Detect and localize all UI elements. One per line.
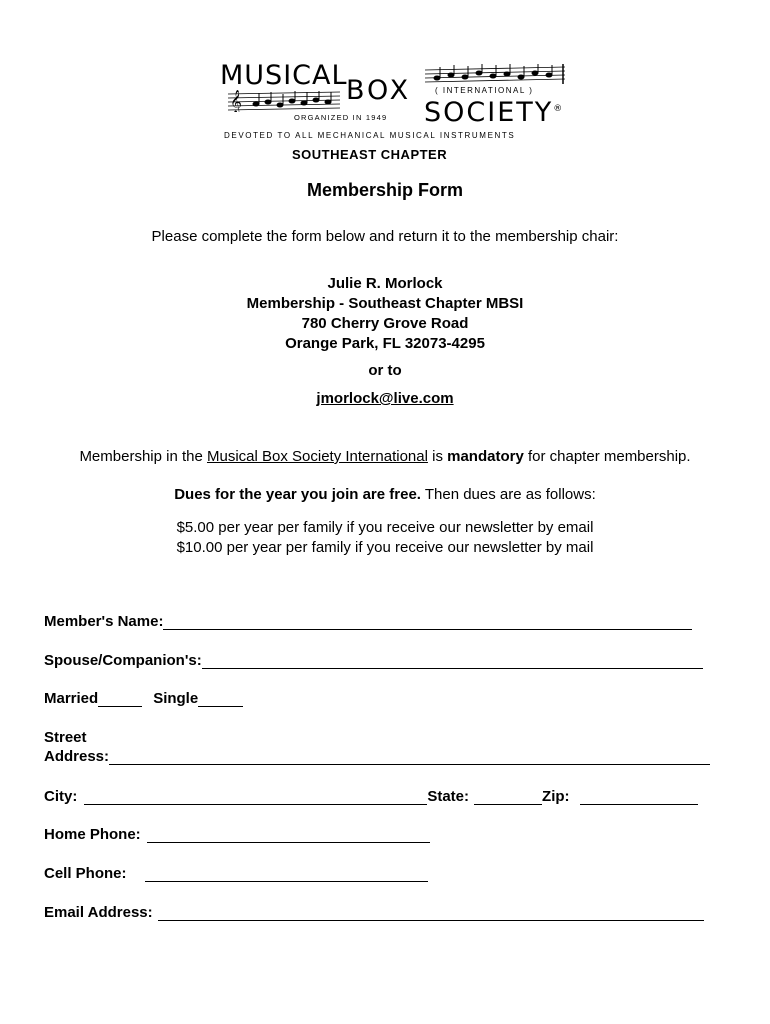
street-address-field[interactable]	[109, 750, 710, 765]
logo-musical-text: MUSICAL	[220, 60, 348, 91]
logo-box-text: BOX	[346, 75, 412, 106]
home-phone-field[interactable]	[147, 828, 430, 843]
mandatory-pre: Membership in the	[79, 448, 207, 465]
state-label: State:	[427, 788, 470, 805]
married-field[interactable]	[98, 692, 142, 707]
address-label: Address:	[44, 748, 110, 765]
address-street: 780 Cherry Grove Road	[301, 315, 469, 332]
music-staff-right-icon	[425, 64, 565, 86]
marital-row	[44, 690, 243, 707]
single-label: Single	[153, 690, 199, 707]
street-label: Street	[44, 729, 87, 746]
address-name: Julie R. Morlock	[327, 275, 443, 292]
mandatory-bold: mandatory	[447, 448, 524, 465]
married-label: Married	[44, 690, 99, 707]
state-field[interactable]	[474, 790, 542, 805]
or-to-text: or to	[368, 362, 402, 379]
city-row	[44, 788, 698, 805]
single-field[interactable]	[198, 692, 243, 707]
logo-society-text	[424, 97, 564, 128]
email-address-row	[44, 904, 704, 921]
street-label-row	[44, 729, 87, 746]
dues-line-2: $10.00 per year per family if you receive our newsletter by mail	[176, 539, 594, 556]
city-label: City:	[44, 788, 78, 805]
city-field[interactable]	[84, 790, 427, 805]
mandatory-text	[0, 448, 770, 465]
member-name-field[interactable]	[163, 615, 692, 630]
email-address-label: Email Address:	[44, 904, 153, 921]
music-staff-left-icon	[228, 90, 340, 112]
cell-phone-field[interactable]	[145, 867, 428, 882]
home-phone-row	[44, 826, 430, 843]
member-name-row	[44, 613, 692, 630]
address-row	[44, 748, 710, 765]
address-org: Membership - Southeast Chapter MBSI	[246, 295, 524, 312]
registered-mark: ®	[553, 104, 565, 114]
dues-rest: Then dues are as follows:	[420, 486, 596, 503]
logo-devoted-text: DEVOTED TO ALL MECHANICAL MUSICAL INSTRUMENTS	[224, 131, 516, 140]
logo-society-word: SOCIETY	[424, 97, 554, 128]
mbsi-logo	[218, 58, 568, 166]
home-phone-label: Home Phone:	[44, 826, 141, 843]
svg-text:𝄞: 𝄞	[230, 90, 242, 112]
mandatory-post: for chapter membership.	[523, 448, 691, 465]
email-link[interactable]: jmorlock@live.com	[316, 390, 454, 407]
logo-organized-text: ORGANIZED IN 1949	[294, 113, 388, 122]
mandatory-mid: is	[427, 448, 448, 465]
spouse-row	[44, 652, 703, 669]
member-name-label: Member's Name:	[44, 613, 164, 630]
dues-text	[0, 486, 770, 503]
zip-label: Zip:	[542, 788, 570, 805]
cell-phone-row	[44, 865, 428, 882]
dues-bold: Dues for the year you join are free.	[174, 486, 421, 503]
address-city: Orange Park, FL 32073-4295	[285, 335, 485, 352]
logo-international-text: ( INTERNATIONAL )	[435, 86, 534, 95]
zip-field[interactable]	[580, 790, 698, 805]
dues-line-1: $5.00 per year per family if you receive our newsletter by email	[176, 519, 594, 536]
email-address-field[interactable]	[158, 906, 704, 921]
cell-phone-label: Cell Phone:	[44, 865, 127, 882]
intro-text: Please complete the form below and return it to the membership chair:	[151, 228, 619, 245]
spouse-field[interactable]	[202, 654, 703, 669]
form-title: Membership Form	[306, 180, 464, 200]
spouse-label: Spouse/Companion's:	[44, 652, 202, 669]
mbsi-link[interactable]: Musical Box Society International	[207, 448, 428, 465]
chapter-title: SOUTHEAST CHAPTER	[292, 147, 448, 162]
